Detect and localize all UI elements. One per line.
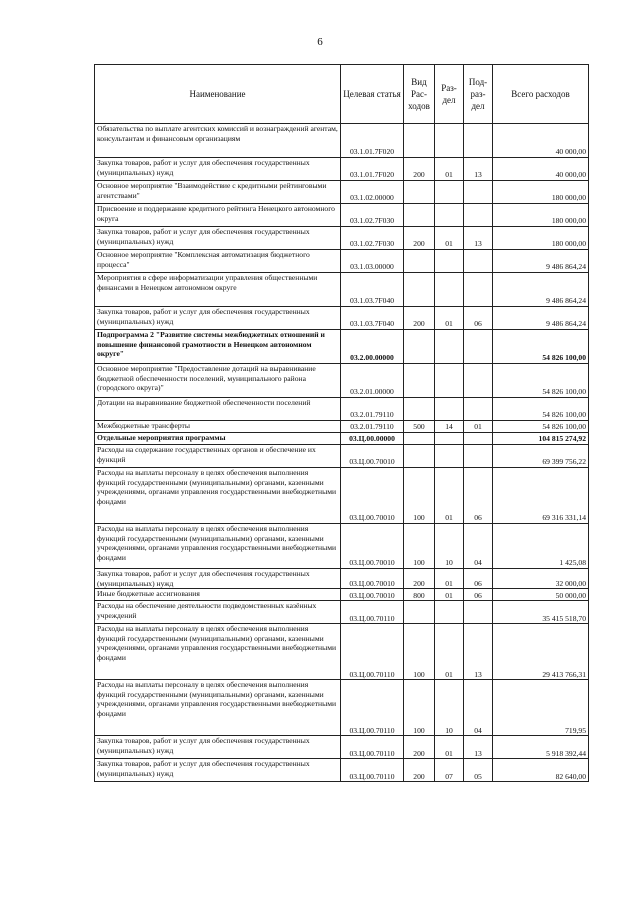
row-name: Основное мероприятие "Взаимодействие с кредитными рейтинговыми агентствами": [95, 181, 341, 204]
row-subsection: [464, 330, 493, 364]
row-target: 03.Ц.00.70010: [341, 524, 404, 569]
row-subsection: [464, 398, 493, 421]
header-subsection: Под-раз-дел: [464, 65, 493, 124]
row-subsection: 04: [464, 680, 493, 736]
row-total: 5 918 392,44: [493, 736, 589, 759]
row-expense-type: 200: [404, 736, 435, 759]
row-expense-type: [404, 445, 435, 468]
row-section: [435, 250, 464, 273]
row-name: Отдельные мероприятия программы: [95, 433, 341, 445]
row-subsection: [464, 204, 493, 227]
row-section: [435, 124, 464, 158]
header-expense-type: Вид Рас-ходов: [404, 65, 435, 124]
table-row: [95, 569, 589, 589]
row-expense-type: [404, 124, 435, 158]
row-total: 9 486 864,24: [493, 250, 589, 273]
row-name: Расходы на выплаты персоналу в целях обеспечения выполнения функций государственными (муниципальными) органами, казенными учреждениями, органами управления государственными внебюджетными фондами: [95, 524, 341, 569]
row-section: [435, 398, 464, 421]
row-target: 03.Ц.00.70110: [341, 680, 404, 736]
row-subsection: 04: [464, 524, 493, 569]
row-section: [435, 364, 464, 398]
row-expense-type: [404, 330, 435, 364]
row-expense-type: [404, 601, 435, 624]
row-subsection: 13: [464, 158, 493, 181]
row-name: Обязательства по выплате агентских комиссий и вознаграждений агентам, консультантам и финансовым организациям: [95, 124, 341, 158]
table-row: [95, 307, 589, 330]
table-row: [95, 736, 589, 759]
table-row: [95, 364, 589, 398]
row-target: 03.Ц.00.70110: [341, 624, 404, 680]
header-section: Раз-дел: [435, 65, 464, 124]
row-target: 03.Ц.00.70010: [341, 589, 404, 601]
table-row: [95, 250, 589, 273]
row-total: 69 316 331,14: [493, 468, 589, 524]
row-total: 54 826 100,00: [493, 364, 589, 398]
row-subsection: [464, 364, 493, 398]
row-target: 03.2.01.79110: [341, 398, 404, 421]
row-expense-type: 500: [404, 421, 435, 433]
page-number: 6: [317, 36, 323, 48]
row-expense-type: [404, 181, 435, 204]
row-expense-type: [404, 204, 435, 227]
row-total: 719,95: [493, 680, 589, 736]
row-name: Закупка товаров, работ и услуг для обеспечения государственных (муниципальных) нужд: [95, 569, 341, 589]
row-target: 03.1.03.7F040: [341, 307, 404, 330]
table-row: [95, 468, 589, 524]
row-total: 1 425,08: [493, 524, 589, 569]
row-name: Расходы на обеспечение деятельности подведомственных казённых учреждений: [95, 601, 341, 624]
row-total: 29 413 766,31: [493, 624, 589, 680]
row-section: [435, 204, 464, 227]
row-name: Расходы на содержание государственных органов и обеспечение их функций: [95, 445, 341, 468]
row-expense-type: 100: [404, 468, 435, 524]
row-name: Дотации на выравнивание бюджетной обеспеченности поселений: [95, 398, 341, 421]
row-name: Мероприятия в сфере информатизации управления общественными финансами в Ненецком автономном округе: [95, 273, 341, 307]
row-subsection: 05: [464, 759, 493, 782]
row-subsection: 06: [464, 569, 493, 589]
row-section: 01: [435, 589, 464, 601]
row-name: Подпрограмма 2 "Развитие системы межбюджетных отношений и повышение финансовой грамотности в Ненецком автономном округе": [95, 330, 341, 364]
row-target: 03.1.01.7F020: [341, 124, 404, 158]
header-target: Целевая статья: [341, 65, 404, 124]
table-row: [95, 398, 589, 421]
row-section: [435, 181, 464, 204]
row-target: 03.1.02.00000: [341, 181, 404, 204]
row-name: Основное мероприятие "Предоставление дотаций на выравнивание бюджетной обеспеченности поселений, муниципального района (городского округа)": [95, 364, 341, 398]
row-subsection: 06: [464, 468, 493, 524]
row-subsection: [464, 181, 493, 204]
row-expense-type: 200: [404, 227, 435, 250]
table-row: [95, 601, 589, 624]
row-target: 03.Ц.00.70010: [341, 445, 404, 468]
table-row: [95, 204, 589, 227]
row-total: 50 000,00: [493, 589, 589, 601]
table-row: [95, 524, 589, 569]
row-target: 03.1.02.7F030: [341, 204, 404, 227]
row-total: 54 826 100,00: [493, 398, 589, 421]
row-total: 40 000,00: [493, 158, 589, 181]
row-expense-type: [404, 433, 435, 445]
row-section: 01: [435, 569, 464, 589]
row-expense-type: 200: [404, 569, 435, 589]
table-row: [95, 433, 589, 445]
row-target: 03.2.00.00000: [341, 330, 404, 364]
row-total: 35 415 518,70: [493, 601, 589, 624]
row-expense-type: [404, 250, 435, 273]
row-total: 180 000,00: [493, 227, 589, 250]
row-target: 03.1.01.7F020: [341, 158, 404, 181]
table-row: [95, 624, 589, 680]
row-section: 01: [435, 158, 464, 181]
row-target: 03.Ц.00.70110: [341, 601, 404, 624]
table-row: [95, 181, 589, 204]
table-row: [95, 273, 589, 307]
row-subsection: [464, 445, 493, 468]
row-name: Закупка товаров, работ и услуг для обеспечения государственных (муниципальных) нужд: [95, 307, 341, 330]
row-total: 104 815 274,92: [493, 433, 589, 445]
row-section: 01: [435, 468, 464, 524]
row-expense-type: 100: [404, 680, 435, 736]
row-total: 54 826 100,00: [493, 421, 589, 433]
row-target: 03.1.02.7F030: [341, 227, 404, 250]
row-section: [435, 601, 464, 624]
row-target: 03.Ц.00.00000: [341, 433, 404, 445]
row-total: 180 000,00: [493, 204, 589, 227]
row-name: Расходы на выплаты персоналу в целях обеспечения выполнения функций государственными (муниципальными) органами, казенными учреждениями, органами управления государственными внебюджетными фондами: [95, 468, 341, 524]
row-total: 54 826 100,00: [493, 330, 589, 364]
row-total: 9 486 864,24: [493, 273, 589, 307]
header-name: Наименование: [95, 65, 341, 124]
row-name: Расходы на выплаты персоналу в целях обеспечения выполнения функций государственными (муниципальными) органами, казенными учреждениями, органами управления государственными внебюджетными фондами: [95, 680, 341, 736]
row-name: Закупка товаров, работ и услуг для обеспечения государственных (муниципальных) нужд: [95, 158, 341, 181]
row-section: [435, 445, 464, 468]
row-subsection: 13: [464, 624, 493, 680]
row-section: 14: [435, 421, 464, 433]
row-subsection: [464, 273, 493, 307]
table-row: [95, 330, 589, 364]
row-target: 03.1.03.00000: [341, 250, 404, 273]
row-target: 03.1.03.7F040: [341, 273, 404, 307]
row-expense-type: [404, 273, 435, 307]
row-subsection: [464, 433, 493, 445]
row-name: Иные бюджетные ассигнования: [95, 589, 341, 601]
row-target: 03.2.01.00000: [341, 364, 404, 398]
row-section: 01: [435, 227, 464, 250]
row-expense-type: [404, 364, 435, 398]
row-total: 180 000,00: [493, 181, 589, 204]
table-row: [95, 759, 589, 782]
row-expense-type: 100: [404, 524, 435, 569]
row-subsection: [464, 124, 493, 158]
row-name: Закупка товаров, работ и услуг для обеспечения государственных (муниципальных) нужд: [95, 759, 341, 782]
row-subsection: 13: [464, 736, 493, 759]
row-section: 10: [435, 680, 464, 736]
row-subsection: 06: [464, 589, 493, 601]
row-target: 03.Ц.00.70010: [341, 569, 404, 589]
row-expense-type: [404, 398, 435, 421]
row-subsection: 06: [464, 307, 493, 330]
row-section: 01: [435, 624, 464, 680]
table-header-row: [95, 65, 589, 124]
row-subsection: 01: [464, 421, 493, 433]
table-row: [95, 680, 589, 736]
row-subsection: 13: [464, 227, 493, 250]
row-target: 03.Ц.00.70110: [341, 736, 404, 759]
row-expense-type: 200: [404, 158, 435, 181]
row-total: 40 000,00: [493, 124, 589, 158]
row-total: 69 399 756,22: [493, 445, 589, 468]
row-expense-type: 200: [404, 759, 435, 782]
table-row: [95, 227, 589, 250]
header-total: Всего расходов: [493, 65, 589, 124]
row-subsection: [464, 250, 493, 273]
table-row: [95, 158, 589, 181]
budget-table: [94, 64, 589, 782]
row-expense-type: 100: [404, 624, 435, 680]
row-subsection: [464, 601, 493, 624]
row-total: 9 486 864,24: [493, 307, 589, 330]
row-section: 01: [435, 736, 464, 759]
table-body: [95, 124, 589, 782]
row-name: Расходы на выплаты персоналу в целях обеспечения выполнения функций государственными (муниципальными) органами, казенными учреждениями, органами управления государственными внебюджетными фондами: [95, 624, 341, 680]
row-section: 01: [435, 307, 464, 330]
row-section: [435, 330, 464, 364]
row-section: 10: [435, 524, 464, 569]
row-target: 03.Ц.00.70010: [341, 468, 404, 524]
row-expense-type: 800: [404, 589, 435, 601]
table-row: [95, 589, 589, 601]
row-section: [435, 273, 464, 307]
row-target: 03.2.01.79110: [341, 421, 404, 433]
row-section: 07: [435, 759, 464, 782]
table-row: [95, 421, 589, 433]
row-target: 03.Ц.00.70110: [341, 759, 404, 782]
row-expense-type: 200: [404, 307, 435, 330]
row-section: [435, 433, 464, 445]
row-total: 82 640,00: [493, 759, 589, 782]
table-row: [95, 445, 589, 468]
table-row: [95, 124, 589, 158]
row-total: 32 000,00: [493, 569, 589, 589]
row-name: Основное мероприятие "Комплексная автоматизация бюджетного процесса": [95, 250, 341, 273]
row-name: Межбюджетные трансферты: [95, 421, 341, 433]
row-name: Закупка товаров, работ и услуг для обеспечения государственных (муниципальных) нужд: [95, 227, 341, 250]
row-name: Присвоение и поддержание кредитного рейтинга Ненецкого автономного округа: [95, 204, 341, 227]
row-name: Закупка товаров, работ и услуг для обеспечения государственных (муниципальных) нужд: [95, 736, 341, 759]
